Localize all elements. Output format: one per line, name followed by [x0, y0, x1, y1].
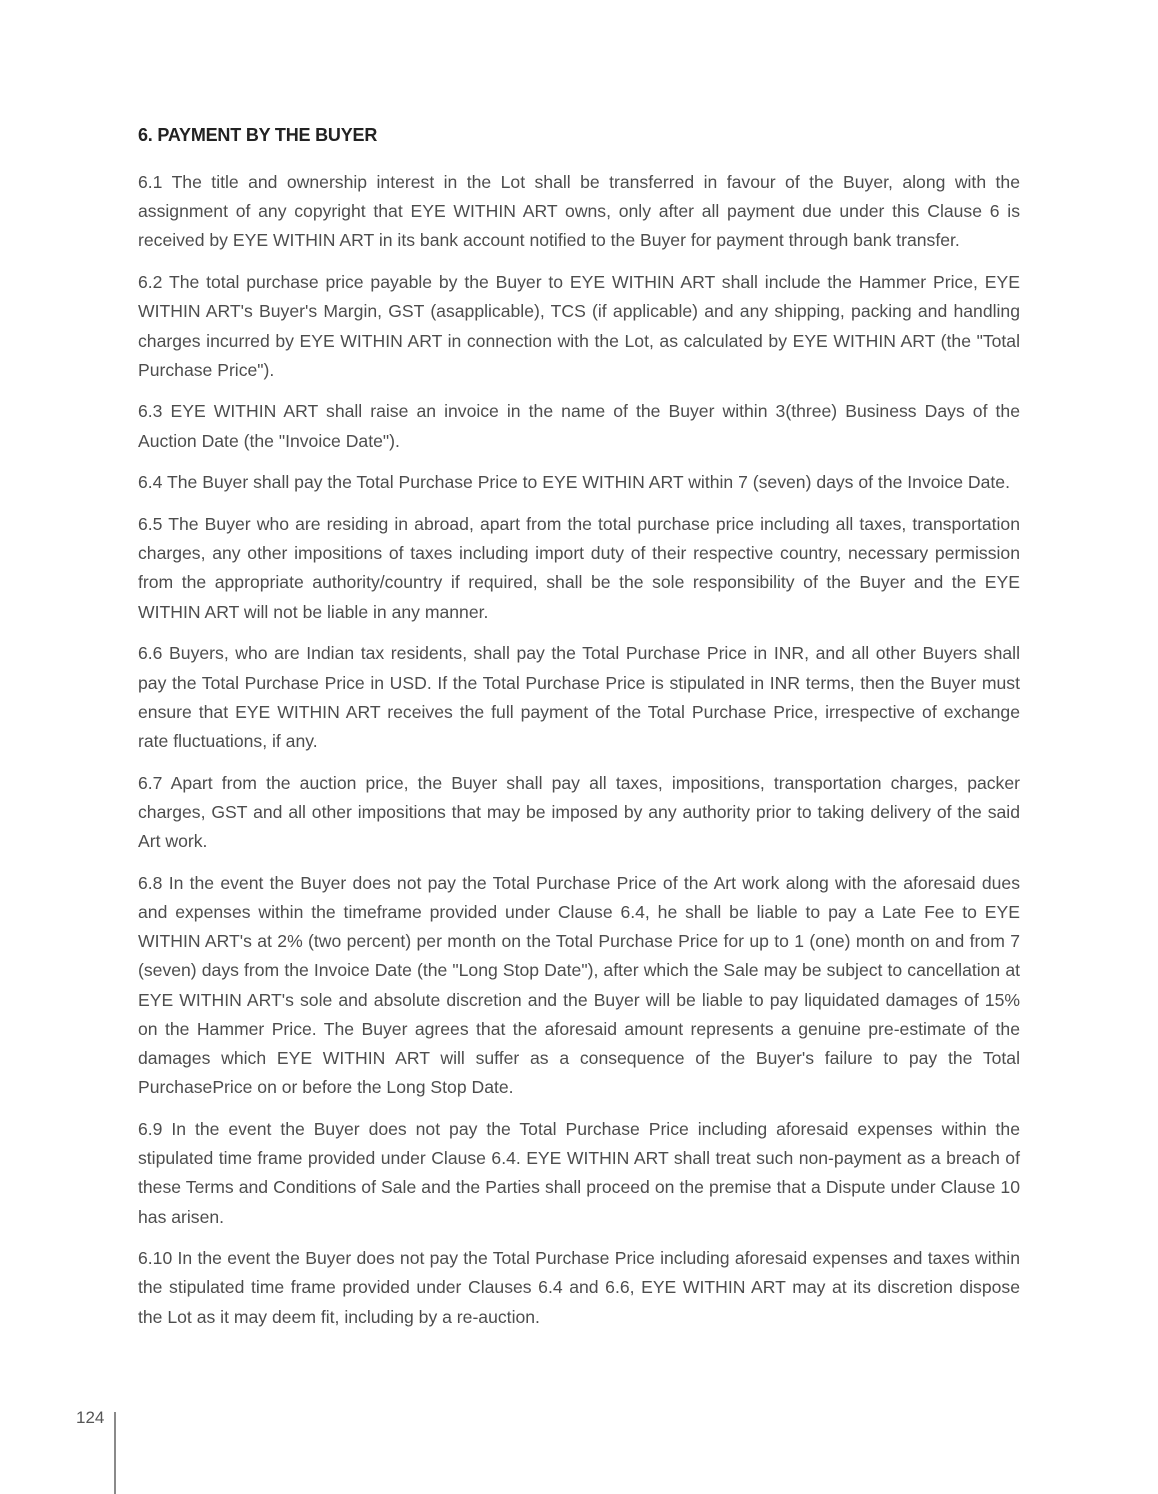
clause-6-7: 6.7 Apart from the auction price, the Buyer shall pay all taxes, impositions, transportation charges, packer charges, GST and all other impositions that may be imposed by any authority prior to taking delivery of the said Art work.	[138, 772, 1020, 852]
clause-6-4: 6.4 The Buyer shall pay the Total Purchase Price to EYE WITHIN ART within 7 (seven) days of the Invoice Date.	[138, 472, 1010, 493]
clause-6-2: 6.2 The total purchase price payable by the Buyer to EYE WITHIN ART shall include the Hammer Price, EYE WITHIN ART's Buyer's Margin, GST (asapplicable), TCS (if applicable) and any shipping, packing and handling charges incurred by EYE WITHIN ART in connection with the Lot, as calculated by EYE WITHIN ART (the "Total Purchase Price").	[138, 272, 1020, 380]
clause-6-8: 6.8 In the event the Buyer does not pay the Total Purchase Price of the Art work along with the aforesaid dues and expenses within the timeframe provided under Clause 6.4, he shall be liable to pay a Late Fee to EYE WITHIN ART's at 2% (two percent) per month on the Total Purchase Price for up to 1 (one) month on and from 7 (seven) days from the Invoice Date (the "Long Stop Date"), after which the Sale may be subject to cancellation at EYE WITHIN ART's sole and absolute discretion and the Buyer will be liable to pay liquidated damages of 15% on the Hammer Price. The Buyer agrees that the aforesaid amount represents a genuine pre-estimate of the damages which EYE WITHIN ART will suffer as a consequence of the Buyer's failure to pay the Total PurchasePrice on or before the Long Stop Date.	[138, 872, 1020, 1098]
page-number: 124	[76, 1408, 105, 1427]
document-body	[138, 122, 1020, 1344]
clause-6-6: 6.6 Buyers, who are Indian tax residents, shall pay the Total Purchase Price in INR, and all other Buyers shall pay the Total Purchase Price in USD. If the Total Purchase Price is stipulated in INR terms, then the Buyer must ensure that EYE WITHIN ART receives the full payment of the Total Purchase Price, irrespective of exchange rate fluctuations, if any.	[138, 643, 1020, 751]
page-margin-rule	[114, 1412, 116, 1494]
section-heading: 6. PAYMENT BY THE BUYER	[138, 125, 378, 145]
clause-6-3: 6.3 EYE WITHIN ART shall raise an invoice in the name of the Buyer within 3(three) Business Days of the Auction Date (the "Invoice Date").	[138, 401, 1020, 451]
clause-6-5: 6.5 The Buyer who are residing in abroad, apart from the total purchase price including all taxes, transportation charges, any other impositions of taxes including import duty of their respective country, necessary permission from the appropriate authority/country if required, shall be the sole responsibility of the Buyer and the EYE WITHIN ART will not be liable in any manner.	[138, 514, 1020, 622]
clause-6-9: 6.9 In the event the Buyer does not pay the Total Purchase Price including aforesaid expenses within the stipulated time frame provided under Clause 6.4. EYE WITHIN ART shall treat such non-payment as a breach of these Terms and Conditions of Sale and the Parties shall proceed on the premise that a Dispute under Clause 10 has arisen.	[138, 1118, 1020, 1227]
clause-6-10: 6.10 In the event the Buyer does not pay the Total Purchase Price including aforesaid expenses and taxes within the stipulated time frame provided under Clauses 6.4 and 6.6, EYE WITHIN ART may at its discretion dispose the Lot as it may deem fit, including by a re-auction.	[138, 1248, 1020, 1327]
clause-6-1: 6.1 The title and ownership interest in the Lot shall be transferred in favour of the Buyer, along with the assignment of any copyright that EYE WITHIN ART owns, only after all payment due under this Clause 6 is received by EYE WITHIN ART in its bank account notified to the Buyer for payment through bank transfer.	[138, 172, 1020, 251]
